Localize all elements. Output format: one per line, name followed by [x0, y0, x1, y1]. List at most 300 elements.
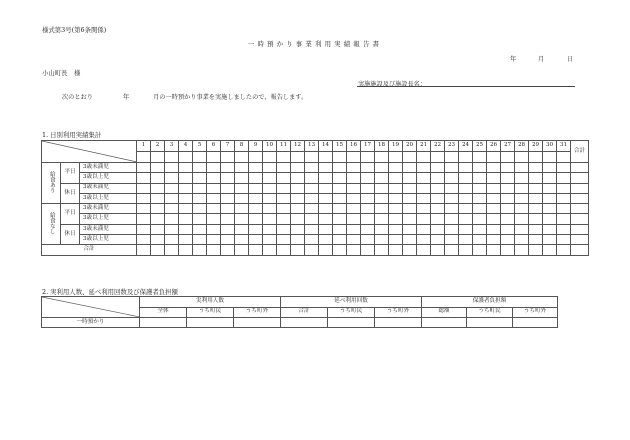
day-input-cell[interactable] — [333, 163, 347, 173]
day-input-cell[interactable] — [193, 204, 207, 214]
day-input-cell[interactable] — [459, 193, 473, 203]
day-input-cell[interactable] — [291, 173, 305, 183]
day-input-cell[interactable] — [235, 214, 249, 224]
day-input-cell[interactable] — [389, 204, 403, 214]
day-input-cell[interactable] — [557, 204, 571, 214]
day-input-cell[interactable] — [389, 173, 403, 183]
day-input-cell[interactable] — [235, 173, 249, 183]
day-subheader-cell[interactable] — [249, 152, 263, 163]
day-input-cell[interactable] — [263, 204, 277, 214]
day-input-cell[interactable] — [249, 214, 263, 224]
day-subheader-cell[interactable] — [501, 152, 515, 163]
day-input-cell[interactable] — [249, 163, 263, 173]
day-input-cell[interactable] — [263, 245, 277, 255]
day-input-cell[interactable] — [277, 193, 291, 203]
day-input-cell[interactable] — [235, 235, 249, 245]
day-input-cell[interactable] — [249, 224, 263, 234]
day-input-cell[interactable] — [179, 204, 193, 214]
day-input-cell[interactable] — [431, 193, 445, 203]
day-input-cell[interactable] — [333, 204, 347, 214]
day-input-cell[interactable] — [151, 235, 165, 245]
day-input-cell[interactable] — [529, 193, 543, 203]
day-input-cell[interactable] — [277, 183, 291, 193]
day-input-cell[interactable] — [207, 214, 221, 224]
row-total-cell[interactable] — [571, 193, 589, 203]
day-input-cell[interactable] — [137, 193, 151, 203]
day-input-cell[interactable] — [557, 214, 571, 224]
day-input-cell[interactable] — [263, 193, 277, 203]
day-input-cell[interactable] — [389, 235, 403, 245]
day-input-cell[interactable] — [361, 173, 375, 183]
day-input-cell[interactable] — [249, 173, 263, 183]
day-input-cell[interactable] — [375, 245, 389, 255]
day-input-cell[interactable] — [207, 183, 221, 193]
day-input-cell[interactable] — [543, 183, 557, 193]
day-input-cell[interactable] — [515, 163, 529, 173]
day-input-cell[interactable] — [473, 224, 487, 234]
row-total-cell[interactable] — [571, 173, 589, 183]
day-input-cell[interactable] — [165, 224, 179, 234]
day-input-cell[interactable] — [319, 224, 333, 234]
day-input-cell[interactable] — [207, 173, 221, 183]
day-input-cell[interactable] — [193, 163, 207, 173]
day-input-cell[interactable] — [361, 193, 375, 203]
row-total-cell[interactable] — [571, 245, 589, 255]
day-input-cell[interactable] — [515, 224, 529, 234]
day-input-cell[interactable] — [501, 173, 515, 183]
day-input-cell[interactable] — [221, 214, 235, 224]
day-input-cell[interactable] — [515, 173, 529, 183]
day-input-cell[interactable] — [529, 214, 543, 224]
day-input-cell[interactable] — [557, 183, 571, 193]
input-cell[interactable] — [422, 318, 467, 328]
day-input-cell[interactable] — [305, 214, 319, 224]
day-input-cell[interactable] — [501, 193, 515, 203]
day-input-cell[interactable] — [389, 214, 403, 224]
day-input-cell[interactable] — [417, 163, 431, 173]
day-input-cell[interactable] — [403, 173, 417, 183]
day-subheader-cell[interactable] — [417, 152, 431, 163]
day-input-cell[interactable] — [333, 183, 347, 193]
day-input-cell[interactable] — [375, 173, 389, 183]
day-input-cell[interactable] — [221, 173, 235, 183]
day-input-cell[interactable] — [165, 204, 179, 214]
day-input-cell[interactable] — [543, 204, 557, 214]
day-input-cell[interactable] — [417, 245, 431, 255]
day-input-cell[interactable] — [529, 245, 543, 255]
day-subheader-cell[interactable] — [263, 152, 277, 163]
day-subheader-cell[interactable] — [473, 152, 487, 163]
day-input-cell[interactable] — [277, 173, 291, 183]
day-input-cell[interactable] — [445, 224, 459, 234]
day-input-cell[interactable] — [473, 173, 487, 183]
day-input-cell[interactable] — [361, 183, 375, 193]
day-input-cell[interactable] — [319, 183, 333, 193]
day-input-cell[interactable] — [375, 183, 389, 193]
day-input-cell[interactable] — [137, 204, 151, 214]
day-input-cell[interactable] — [151, 173, 165, 183]
day-input-cell[interactable] — [347, 235, 361, 245]
day-subheader-cell[interactable] — [515, 152, 529, 163]
day-input-cell[interactable] — [375, 214, 389, 224]
day-input-cell[interactable] — [263, 183, 277, 193]
day-input-cell[interactable] — [389, 183, 403, 193]
day-input-cell[interactable] — [291, 235, 305, 245]
row-total-cell[interactable] — [571, 204, 589, 214]
day-input-cell[interactable] — [403, 235, 417, 245]
day-input-cell[interactable] — [193, 193, 207, 203]
day-input-cell[interactable] — [557, 193, 571, 203]
day-input-cell[interactable] — [501, 245, 515, 255]
row-total-cell[interactable] — [571, 224, 589, 234]
day-input-cell[interactable] — [515, 183, 529, 193]
day-subheader-cell[interactable] — [305, 152, 319, 163]
day-input-cell[interactable] — [137, 173, 151, 183]
day-input-cell[interactable] — [207, 235, 221, 245]
day-input-cell[interactable] — [361, 163, 375, 173]
row-total-cell[interactable] — [571, 163, 589, 173]
day-subheader-cell[interactable] — [151, 152, 165, 163]
day-subheader-cell[interactable] — [347, 152, 361, 163]
day-input-cell[interactable] — [375, 163, 389, 173]
day-subheader-cell[interactable] — [389, 152, 403, 163]
day-input-cell[interactable] — [417, 214, 431, 224]
day-input-cell[interactable] — [277, 163, 291, 173]
input-cell[interactable] — [328, 318, 375, 328]
day-input-cell[interactable] — [221, 204, 235, 214]
day-input-cell[interactable] — [319, 193, 333, 203]
day-input-cell[interactable] — [305, 173, 319, 183]
day-input-cell[interactable] — [291, 193, 305, 203]
day-input-cell[interactable] — [543, 214, 557, 224]
day-input-cell[interactable] — [361, 235, 375, 245]
day-subheader-cell[interactable] — [543, 152, 557, 163]
day-input-cell[interactable] — [431, 183, 445, 193]
day-input-cell[interactable] — [375, 224, 389, 234]
facility-signature-line[interactable] — [357, 86, 575, 87]
day-input-cell[interactable] — [403, 204, 417, 214]
day-input-cell[interactable] — [347, 183, 361, 193]
day-input-cell[interactable] — [277, 214, 291, 224]
day-input-cell[interactable] — [305, 193, 319, 203]
day-input-cell[interactable] — [515, 235, 529, 245]
day-input-cell[interactable] — [417, 235, 431, 245]
day-subheader-cell[interactable] — [193, 152, 207, 163]
day-input-cell[interactable] — [501, 163, 515, 173]
day-input-cell[interactable] — [263, 163, 277, 173]
day-input-cell[interactable] — [179, 193, 193, 203]
day-input-cell[interactable] — [305, 183, 319, 193]
day-input-cell[interactable] — [445, 163, 459, 173]
day-input-cell[interactable] — [137, 183, 151, 193]
day-input-cell[interactable] — [445, 183, 459, 193]
day-input-cell[interactable] — [291, 163, 305, 173]
day-input-cell[interactable] — [137, 245, 151, 255]
day-input-cell[interactable] — [193, 173, 207, 183]
day-input-cell[interactable] — [319, 235, 333, 245]
day-input-cell[interactable] — [501, 224, 515, 234]
day-input-cell[interactable] — [333, 235, 347, 245]
day-subheader-cell[interactable] — [179, 152, 193, 163]
day-input-cell[interactable] — [179, 235, 193, 245]
day-input-cell[interactable] — [529, 204, 543, 214]
day-input-cell[interactable] — [445, 214, 459, 224]
day-input-cell[interactable] — [235, 224, 249, 234]
day-input-cell[interactable] — [179, 163, 193, 173]
day-input-cell[interactable] — [417, 204, 431, 214]
day-input-cell[interactable] — [459, 173, 473, 183]
day-input-cell[interactable] — [179, 173, 193, 183]
day-input-cell[interactable] — [333, 224, 347, 234]
day-input-cell[interactable] — [165, 214, 179, 224]
day-input-cell[interactable] — [235, 193, 249, 203]
day-input-cell[interactable] — [221, 193, 235, 203]
day-input-cell[interactable] — [193, 224, 207, 234]
day-input-cell[interactable] — [431, 224, 445, 234]
day-input-cell[interactable] — [445, 235, 459, 245]
day-input-cell[interactable] — [473, 214, 487, 224]
day-input-cell[interactable] — [137, 235, 151, 245]
day-input-cell[interactable] — [375, 204, 389, 214]
day-input-cell[interactable] — [179, 245, 193, 255]
day-input-cell[interactable] — [473, 163, 487, 173]
row-total-cell[interactable] — [571, 183, 589, 193]
day-input-cell[interactable] — [529, 183, 543, 193]
day-input-cell[interactable] — [221, 163, 235, 173]
input-cell[interactable] — [187, 318, 234, 328]
day-input-cell[interactable] — [165, 163, 179, 173]
day-input-cell[interactable] — [557, 235, 571, 245]
day-input-cell[interactable] — [319, 204, 333, 214]
day-input-cell[interactable] — [529, 235, 543, 245]
day-input-cell[interactable] — [151, 245, 165, 255]
day-input-cell[interactable] — [403, 183, 417, 193]
day-subheader-cell[interactable] — [375, 152, 389, 163]
day-input-cell[interactable] — [487, 204, 501, 214]
day-input-cell[interactable] — [417, 224, 431, 234]
day-input-cell[interactable] — [529, 173, 543, 183]
day-input-cell[interactable] — [347, 204, 361, 214]
day-input-cell[interactable] — [431, 173, 445, 183]
day-input-cell[interactable] — [165, 245, 179, 255]
day-input-cell[interactable] — [487, 214, 501, 224]
day-input-cell[interactable] — [305, 235, 319, 245]
day-input-cell[interactable] — [333, 245, 347, 255]
day-input-cell[interactable] — [501, 183, 515, 193]
day-input-cell[interactable] — [179, 183, 193, 193]
day-input-cell[interactable] — [501, 214, 515, 224]
day-input-cell[interactable] — [515, 245, 529, 255]
input-cell[interactable] — [513, 318, 558, 328]
day-input-cell[interactable] — [473, 235, 487, 245]
day-input-cell[interactable] — [291, 224, 305, 234]
day-input-cell[interactable] — [277, 235, 291, 245]
day-input-cell[interactable] — [207, 224, 221, 234]
input-cell[interactable] — [467, 318, 513, 328]
day-input-cell[interactable] — [543, 245, 557, 255]
day-input-cell[interactable] — [529, 224, 543, 234]
day-input-cell[interactable] — [151, 163, 165, 173]
day-input-cell[interactable] — [291, 204, 305, 214]
day-input-cell[interactable] — [137, 214, 151, 224]
day-input-cell[interactable] — [431, 245, 445, 255]
day-input-cell[interactable] — [459, 214, 473, 224]
day-input-cell[interactable] — [487, 173, 501, 183]
input-cell[interactable] — [234, 318, 281, 328]
day-input-cell[interactable] — [445, 245, 459, 255]
day-input-cell[interactable] — [487, 193, 501, 203]
day-input-cell[interactable] — [431, 235, 445, 245]
day-input-cell[interactable] — [347, 245, 361, 255]
day-input-cell[interactable] — [305, 204, 319, 214]
day-input-cell[interactable] — [249, 193, 263, 203]
day-input-cell[interactable] — [249, 245, 263, 255]
day-input-cell[interactable] — [389, 193, 403, 203]
day-input-cell[interactable] — [221, 224, 235, 234]
day-input-cell[interactable] — [207, 163, 221, 173]
day-input-cell[interactable] — [347, 214, 361, 224]
day-input-cell[interactable] — [221, 245, 235, 255]
day-input-cell[interactable] — [165, 183, 179, 193]
day-subheader-cell[interactable] — [361, 152, 375, 163]
day-input-cell[interactable] — [193, 245, 207, 255]
day-input-cell[interactable] — [263, 224, 277, 234]
day-input-cell[interactable] — [431, 204, 445, 214]
day-subheader-cell[interactable] — [459, 152, 473, 163]
day-subheader-cell[interactable] — [319, 152, 333, 163]
day-input-cell[interactable] — [543, 173, 557, 183]
day-input-cell[interactable] — [193, 235, 207, 245]
day-input-cell[interactable] — [543, 235, 557, 245]
day-input-cell[interactable] — [445, 173, 459, 183]
day-input-cell[interactable] — [277, 224, 291, 234]
day-input-cell[interactable] — [221, 235, 235, 245]
day-input-cell[interactable] — [417, 183, 431, 193]
day-input-cell[interactable] — [277, 204, 291, 214]
day-input-cell[interactable] — [263, 235, 277, 245]
day-input-cell[interactable] — [473, 204, 487, 214]
day-subheader-cell[interactable] — [137, 152, 151, 163]
day-subheader-cell[interactable] — [431, 152, 445, 163]
day-input-cell[interactable] — [473, 245, 487, 255]
day-input-cell[interactable] — [333, 193, 347, 203]
day-input-cell[interactable] — [151, 214, 165, 224]
day-input-cell[interactable] — [305, 224, 319, 234]
day-input-cell[interactable] — [473, 183, 487, 193]
day-input-cell[interactable] — [235, 183, 249, 193]
day-input-cell[interactable] — [417, 173, 431, 183]
day-input-cell[interactable] — [151, 204, 165, 214]
day-input-cell[interactable] — [431, 163, 445, 173]
day-input-cell[interactable] — [207, 204, 221, 214]
day-input-cell[interactable] — [151, 183, 165, 193]
day-input-cell[interactable] — [207, 193, 221, 203]
input-cell[interactable] — [140, 318, 187, 328]
day-input-cell[interactable] — [417, 193, 431, 203]
day-input-cell[interactable] — [487, 224, 501, 234]
day-input-cell[interactable] — [543, 163, 557, 173]
day-input-cell[interactable] — [193, 183, 207, 193]
day-input-cell[interactable] — [459, 183, 473, 193]
day-input-cell[interactable] — [515, 214, 529, 224]
day-input-cell[interactable] — [389, 245, 403, 255]
day-subheader-cell[interactable] — [291, 152, 305, 163]
day-input-cell[interactable] — [389, 224, 403, 234]
day-input-cell[interactable] — [361, 245, 375, 255]
day-subheader-cell[interactable] — [207, 152, 221, 163]
day-subheader-cell[interactable] — [221, 152, 235, 163]
day-input-cell[interactable] — [235, 163, 249, 173]
day-input-cell[interactable] — [557, 173, 571, 183]
day-input-cell[interactable] — [445, 204, 459, 214]
day-subheader-cell[interactable] — [557, 152, 571, 163]
day-input-cell[interactable] — [347, 193, 361, 203]
day-input-cell[interactable] — [235, 204, 249, 214]
day-subheader-cell[interactable] — [277, 152, 291, 163]
day-subheader-cell[interactable] — [445, 152, 459, 163]
day-input-cell[interactable] — [515, 193, 529, 203]
day-input-cell[interactable] — [179, 224, 193, 234]
day-input-cell[interactable] — [459, 235, 473, 245]
day-input-cell[interactable] — [389, 163, 403, 173]
day-input-cell[interactable] — [137, 224, 151, 234]
day-subheader-cell[interactable] — [487, 152, 501, 163]
day-input-cell[interactable] — [235, 245, 249, 255]
day-input-cell[interactable] — [319, 214, 333, 224]
day-input-cell[interactable] — [487, 245, 501, 255]
day-input-cell[interactable] — [305, 245, 319, 255]
day-input-cell[interactable] — [487, 235, 501, 245]
day-input-cell[interactable] — [151, 224, 165, 234]
day-input-cell[interactable] — [361, 204, 375, 214]
day-input-cell[interactable] — [263, 173, 277, 183]
day-input-cell[interactable] — [459, 224, 473, 234]
day-input-cell[interactable] — [473, 193, 487, 203]
day-input-cell[interactable] — [543, 224, 557, 234]
day-input-cell[interactable] — [557, 163, 571, 173]
day-input-cell[interactable] — [403, 163, 417, 173]
day-input-cell[interactable] — [165, 193, 179, 203]
day-input-cell[interactable] — [403, 193, 417, 203]
day-input-cell[interactable] — [361, 214, 375, 224]
day-input-cell[interactable] — [137, 163, 151, 173]
day-input-cell[interactable] — [319, 163, 333, 173]
row-total-cell[interactable] — [571, 214, 589, 224]
day-input-cell[interactable] — [249, 183, 263, 193]
day-input-cell[interactable] — [459, 245, 473, 255]
day-input-cell[interactable] — [179, 214, 193, 224]
day-input-cell[interactable] — [403, 245, 417, 255]
day-input-cell[interactable] — [207, 245, 221, 255]
day-input-cell[interactable] — [529, 163, 543, 173]
day-input-cell[interactable] — [263, 214, 277, 224]
day-input-cell[interactable] — [249, 204, 263, 214]
day-input-cell[interactable] — [165, 235, 179, 245]
day-input-cell[interactable] — [249, 235, 263, 245]
day-input-cell[interactable] — [431, 214, 445, 224]
day-input-cell[interactable] — [557, 224, 571, 234]
day-input-cell[interactable] — [403, 214, 417, 224]
day-input-cell[interactable] — [403, 224, 417, 234]
day-input-cell[interactable] — [221, 183, 235, 193]
day-input-cell[interactable] — [319, 245, 333, 255]
day-input-cell[interactable] — [459, 204, 473, 214]
day-input-cell[interactable] — [151, 193, 165, 203]
day-input-cell[interactable] — [487, 183, 501, 193]
day-subheader-cell[interactable] — [529, 152, 543, 163]
day-input-cell[interactable] — [375, 193, 389, 203]
row-total-cell[interactable] — [571, 235, 589, 245]
